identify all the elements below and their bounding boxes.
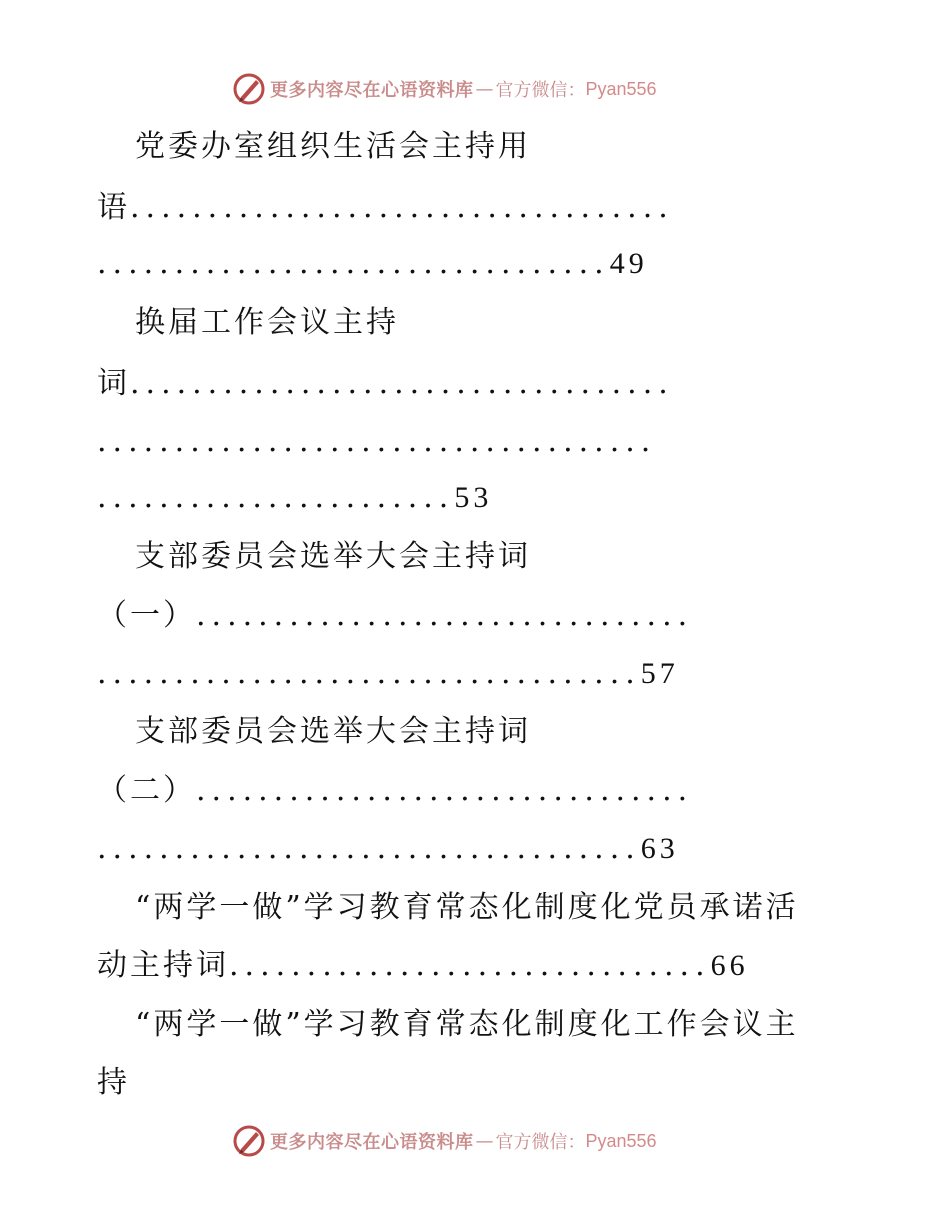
- toc-leader-dots: ...................................: [130, 366, 674, 401]
- toc-entry-line: [97, 244, 857, 284]
- toc-entry-line: [97, 771, 857, 811]
- toc-entry-title: 支部委员会选举大会主持词: [135, 539, 531, 574]
- banner-wechat-id: Pyan556: [585, 1130, 657, 1151]
- toc-leader-dots: ................................: [196, 598, 694, 633]
- toc-entry-continuation: （一）: [97, 598, 196, 633]
- banner-separator: —: [475, 78, 494, 100]
- toc-entry-title: 支部委员会选举大会主持词: [135, 714, 531, 749]
- toc-leader-dots: .......................: [97, 480, 455, 515]
- toc-entry-title: “两学一做”学习教育常态化制度化党员承诺活: [135, 890, 799, 925]
- banner-site: 更多内容尽在心语资料库: [270, 80, 474, 101]
- toc-page-number: 49: [609, 247, 648, 280]
- toc-entry-title: 党委办室组织生活会主持用: [135, 129, 531, 164]
- toc-page-number: 66: [710, 949, 749, 982]
- toc-entry-continuation: （二）: [97, 773, 196, 808]
- toc-leader-dots: ...............................: [229, 948, 711, 983]
- toc-entry-line: [97, 1063, 857, 1103]
- toc-page-number: 57: [640, 657, 679, 690]
- toc-leader-dots: .................................: [97, 246, 610, 281]
- toc-entry-line: [97, 422, 857, 462]
- toc-entry-continuation: 动主持词: [97, 948, 229, 983]
- toc-page-number: 63: [640, 832, 679, 865]
- pen-logo-icon: [232, 1124, 266, 1158]
- toc-entry-title: “两学一做”学习教育常态化制度化工作会议主: [135, 1007, 799, 1042]
- toc-leader-dots: ...................................: [97, 831, 641, 866]
- toc-entry-continuation: 持: [97, 1065, 130, 1100]
- banner-separator: —: [475, 1130, 494, 1152]
- toc-entry-line: [97, 946, 857, 986]
- footer-watermark: [232, 1124, 657, 1158]
- toc-entry-title: 换届工作会议主持: [135, 305, 399, 340]
- banner-wechat-id: Pyan556: [585, 78, 657, 99]
- banner-wechat-label: 官方微信：: [495, 1132, 586, 1153]
- toc-entry-line: [97, 364, 857, 404]
- toc-entry-continuation: 词: [97, 366, 130, 401]
- toc-page-number: 53: [454, 481, 493, 514]
- header-watermark: [232, 72, 657, 106]
- toc-entry-continuation: 语: [97, 190, 130, 225]
- toc-leader-dots: ................................: [196, 773, 694, 808]
- pen-logo-icon: [232, 72, 266, 106]
- toc-leader-dots: ....................................: [97, 424, 657, 459]
- toc-leader-dots: ...................................: [130, 190, 674, 225]
- toc-entry-line: [97, 188, 857, 228]
- toc-entry-line: [97, 596, 857, 636]
- toc-entry-line: [97, 829, 857, 869]
- banner-wechat-label: 官方微信：: [495, 80, 586, 101]
- toc-entry-line: [97, 478, 857, 518]
- toc-entry-line: [97, 654, 857, 694]
- banner-site: 更多内容尽在心语资料库: [270, 1132, 474, 1153]
- toc-leader-dots: ...................................: [97, 656, 641, 691]
